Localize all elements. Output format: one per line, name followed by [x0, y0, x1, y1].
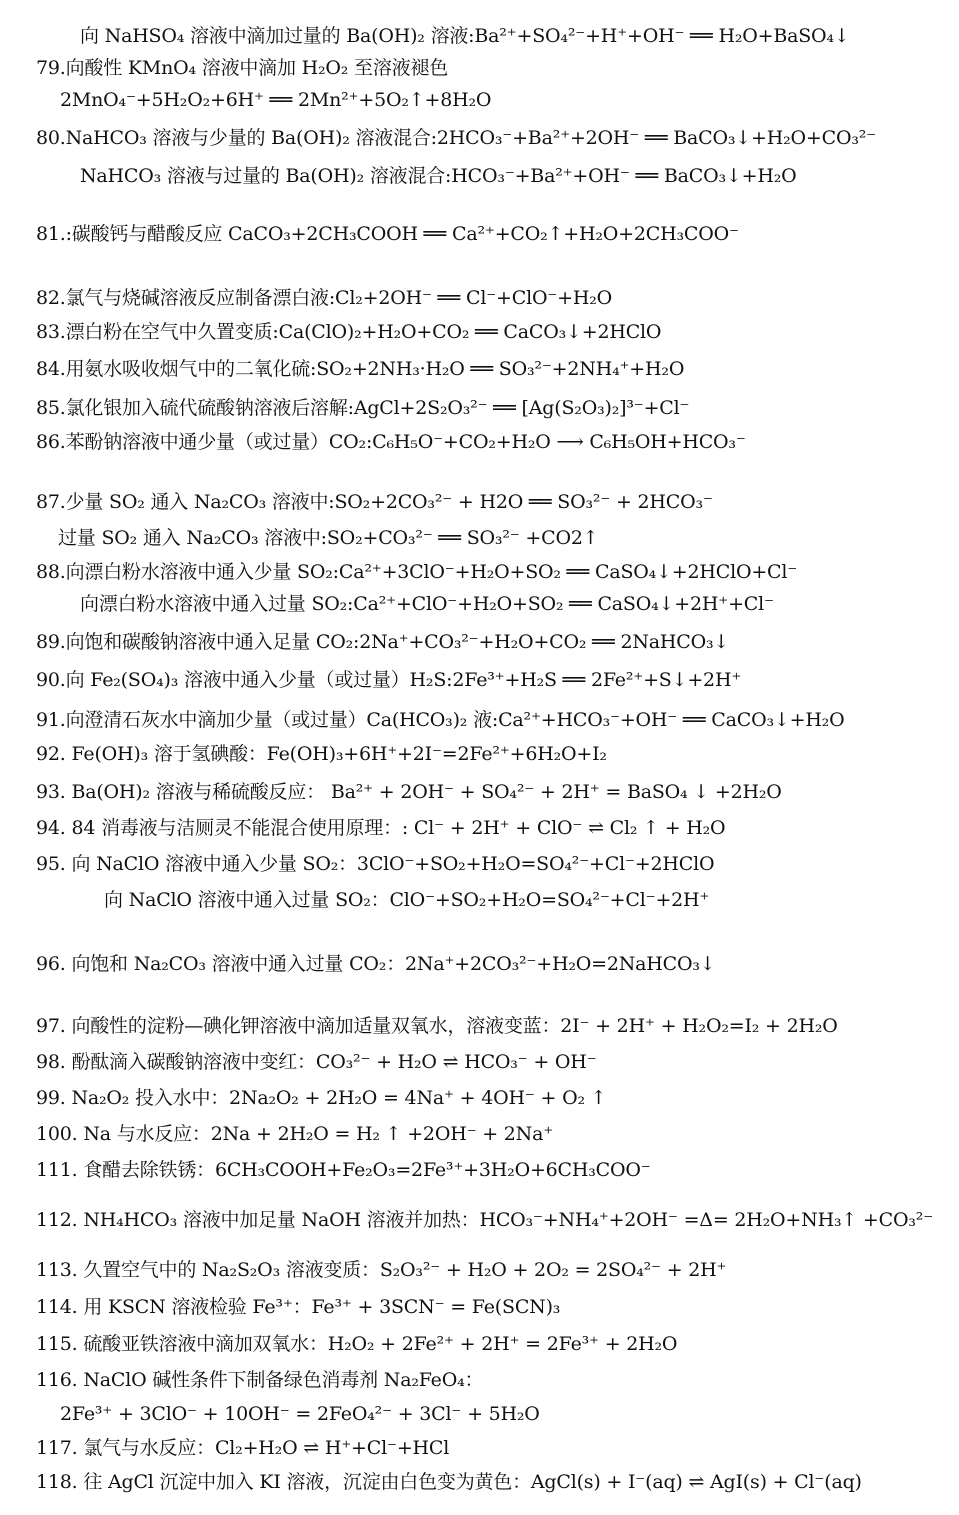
equation-line: 117. 氯气与水反应：Cl₂+H₂O ⇌ H⁺+Cl⁻+HCl: [36, 1437, 450, 1459]
equation-line: 115. 硫酸亚铁溶液中滴加双氧水：H₂O₂ + 2Fe²⁺ + 2H⁺ = 2Fe³⁺ + 2H₂O: [36, 1333, 678, 1355]
equation-line: 112. NH₄HCO₃ 溶液中加足量 NaOH 溶液并加热：HCO₃⁻+NH₄⁺+2OH⁻ =Δ= 2H₂O+NH₃↑ +CO₃²⁻: [36, 1209, 934, 1231]
equation-line: 91.向澄清石灰水中滴加少量（或过量）Ca(HCO₃)₂ 液:Ca²⁺+HCO₃⁻+OH⁻ ══ CaCO₃↓+H₂O: [36, 709, 845, 731]
equation-line: 向 NaHSO₄ 溶液中滴加过量的 Ba(OH)₂ 溶液:Ba²⁺+SO₄²⁻+H⁺+OH⁻ ══ H₂O+BaSO₄↓: [80, 25, 850, 47]
equation-line: 90.向 Fe₂(SO₄)₃ 溶液中通入少量（或过量）H₂S:2Fe³⁺+H₂S ══ 2Fe²⁺+S↓+2H⁺: [36, 669, 742, 691]
equation-line: 92. Fe(OH)₃ 溶于氢碘酸：Fe(OH)₃+6H⁺+2I⁻=2Fe²⁺+6H₂O+I₂: [36, 743, 607, 765]
equation-line: NaHCO₃ 溶液与过量的 Ba(OH)₂ 溶液混合:HCO₃⁻+Ba²⁺+OH⁻ ══ BaCO₃↓+H₂O: [80, 165, 797, 187]
equation-line: 100. Na 与水反应：2Na + 2H₂O = H₂ ↑ +2OH⁻ + 2Na⁺: [36, 1123, 554, 1145]
equation-line: 81.:碳酸钙与醋酸反应 CaCO₃+2CH₃COOH ══ Ca²⁺+CO₂↑+H₂O+2CH₃COO⁻: [36, 223, 739, 245]
equation-line: 过量 SO₂ 通入 Na₂CO₃ 溶液中:SO₂+CO₃²⁻ ══ SO₃²⁻ +CO2↑: [58, 527, 599, 549]
equation-line: 向 NaClO 溶液中通入过量 SO₂：ClO⁻+SO₂+H₂O=SO₄²⁻+Cl⁻+2H⁺: [104, 889, 710, 911]
equation-line: 向漂白粉水溶液中通入过量 SO₂:Ca²⁺+ClO⁻+H₂O+SO₂ ══ CaSO₄↓+2H⁺+Cl⁻: [80, 593, 774, 615]
equation-line: 114. 用 KSCN 溶液检验 Fe³⁺：Fe³⁺ + 3SCN⁻ = Fe(SCN)₃: [36, 1296, 561, 1318]
equation-line: 86.苯酚钠溶液中通少量（或过量）CO₂:C₆H₅O⁻+CO₂+H₂O ⟶ C₆H₅OH+HCO₃⁻: [36, 431, 746, 453]
equation-line: 111. 食醋去除铁锈：6CH₃COOH+Fe₂O₃=2Fe³⁺+3H₂O+6CH₃COO⁻: [36, 1159, 651, 1181]
equation-line: 98. 酚酞滴入碳酸钠溶液中变红：CO₃²⁻ + H₂O ⇌ HCO₃⁻ + OH⁻: [36, 1051, 597, 1073]
equation-line: 2MnO₄⁻+5H₂O₂+6H⁺ ══ 2Mn²⁺+5O₂↑+8H₂O: [60, 89, 492, 111]
equation-line: 87.少量 SO₂ 通入 Na₂CO₃ 溶液中:SO₂+2CO₃²⁻ + H2O ══ SO₃²⁻ + 2HCO₃⁻: [36, 491, 713, 513]
equation-line: 79.向酸性 KMnO₄ 溶液中滴加 H₂O₂ 至溶液褪色: [36, 57, 449, 79]
equation-line: 99. Na₂O₂ 投入水中：2Na₂O₂ + 2H₂O = 4Na⁺ + 4OH⁻ + O₂ ↑: [36, 1087, 607, 1109]
equation-line: 2Fe³⁺ + 3ClO⁻ + 10OH⁻ = 2FeO₄²⁻ + 3Cl⁻ + 5H₂O: [60, 1403, 540, 1425]
equation-line: 96. 向饱和 Na₂CO₃ 溶液中通入过量 CO₂：2Na⁺+2CO₃²⁻+H₂O=2NaHCO₃↓: [36, 953, 716, 975]
equation-line: 85.氯化银加入硫代硫酸钠溶液后溶解:AgCl+2S₂O₃²⁻ ══ [Ag(S₂O₃)₂]³⁻+Cl⁻: [36, 397, 690, 419]
equation-line: 80.NaHCO₃ 溶液与少量的 Ba(OH)₂ 溶液混合:2HCO₃⁻+Ba²⁺+2OH⁻ ══ BaCO₃↓+H₂O+CO₃²⁻: [36, 127, 877, 149]
equation-line: 97. 向酸性的淀粉—碘化钾溶液中滴加适量双氧水，溶液变蓝：2I⁻ + 2H⁺ + H₂O₂=I₂ + 2H₂O: [36, 1015, 838, 1037]
equation-line: 82.氯气与烧碱溶液反应制备漂白液:Cl₂+2OH⁻ ══ Cl⁻+ClO⁻+H₂O: [36, 287, 613, 309]
equation-line: 113. 久置空气中的 Na₂S₂O₃ 溶液变质：S₂O₃²⁻ + H₂O + 2O₂ = 2SO₄²⁻ + 2H⁺: [36, 1259, 727, 1281]
equation-line: 83.漂白粉在空气中久置变质:Ca(ClO)₂+H₂O+CO₂ ══ CaCO₃↓+2HClO: [36, 321, 662, 343]
equation-line: 95. 向 NaClO 溶液中通入少量 SO₂：3ClO⁻+SO₂+H₂O=SO₄²⁻+Cl⁻+2HClO: [36, 853, 715, 875]
equation-line: 88.向漂白粉水溶液中通入少量 SO₂:Ca²⁺+3ClO⁻+H₂O+SO₂ ══ CaSO₄↓+2HClO+Cl⁻: [36, 561, 798, 583]
equation-line: 118. 往 AgCl 沉淀中加入 KI 溶液，沉淀由白色变为黄色：AgCl(s) + I⁻(aq) ⇌ AgI(s) + Cl⁻(aq): [36, 1471, 862, 1493]
equation-line: 116. NaClO 碱性条件下制备绿色消毒剂 Na₂FeO₄：: [36, 1369, 484, 1391]
equation-line: 94. 84 消毒液与洁厕灵不能混合使用原理：: Cl⁻ + 2H⁺ + ClO⁻ ⇌ Cl₂ ↑ + H₂O: [36, 817, 726, 839]
equation-line: 93. Ba(OH)₂ 溶液与稀硫酸反应： Ba²⁺ + 2OH⁻ + SO₄²⁻ + 2H⁺ = BaSO₄ ↓ +2H₂O: [36, 781, 782, 803]
equation-line: 84.用氨水吸收烟气中的二氧化硫:SO₂+2NH₃·H₂O ══ SO₃²⁻+2NH₄⁺+H₂O: [36, 358, 685, 380]
equation-line: 89.向饱和碳酸钠溶液中通入足量 CO₂:2Na⁺+CO₃²⁻+H₂O+CO₂ ══ 2NaHCO₃↓: [36, 631, 730, 653]
